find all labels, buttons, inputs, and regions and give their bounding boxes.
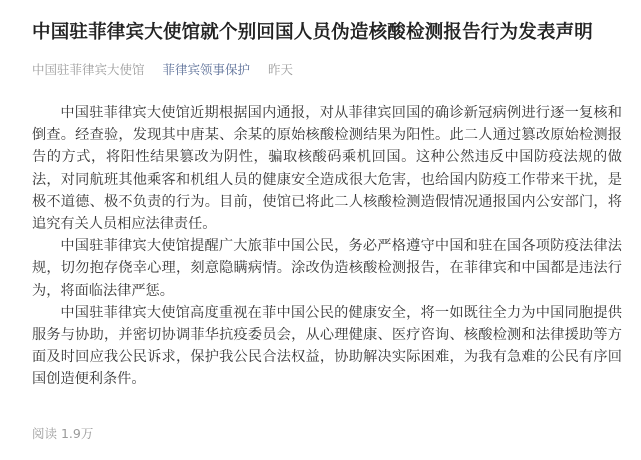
article-body	[32, 102, 622, 391]
article-title: 中国驻菲律宾大使馆就个别回国人员伪造核酸检测报告行为发表声明	[32, 22, 594, 43]
article-meta	[32, 62, 307, 78]
read-count: 阅读 1.9万	[32, 426, 94, 441]
paragraph: 中国驻菲律宾大使馆提醒广大旅菲中国公民，务必严格遵守中国和驻在国各项防疫法律法规，切勿抱存侥幸心理，刻意隐瞒病情。涂改伪造核酸检测报告，在菲律宾和中国都是违法行为，将面临法律严惩。	[32, 238, 622, 299]
article-source: 中国驻菲律宾大使馆	[32, 62, 145, 77]
account-name-link[interactable]: 菲律宾领事保护	[162, 62, 251, 77]
publish-date: 昨天	[268, 62, 294, 77]
paragraph: 中国驻菲律宾大使馆高度重视在菲中国公民的健康安全，将一如既往全力为中国同胞提供服务与协助，并密切协调菲华抗疫委员会，从心理健康、医疗咨询、核酸检测和法律援助等方面及时回应我公民诉求，保护我公民合法权益，协助解决实际困难，为我有急难的公民有序回国创造便利条件。	[32, 304, 622, 388]
paragraph: 中国驻菲律宾大使馆近期根据国内通报，对从菲律宾回国的确诊新冠病例进行逐一复核和倒查。经查验，发现其中唐某、余某的原始核酸检测结果为阳性。此二人通过篡改原始检测报告的方式，将阳性结果篡改为阴性，骗取核酸码乘机回国。这种公然违反中国防疫法规的做法，对同航班其他乘客和机组人员的健康安全造成很大危害，也给国内防疫工作带来干扰，是极不道德、极不负责的行为。目前，使馆已将此二人核酸检测造假情况通报国内公安部门，将追究有关人员相应法律责任。	[32, 105, 622, 233]
